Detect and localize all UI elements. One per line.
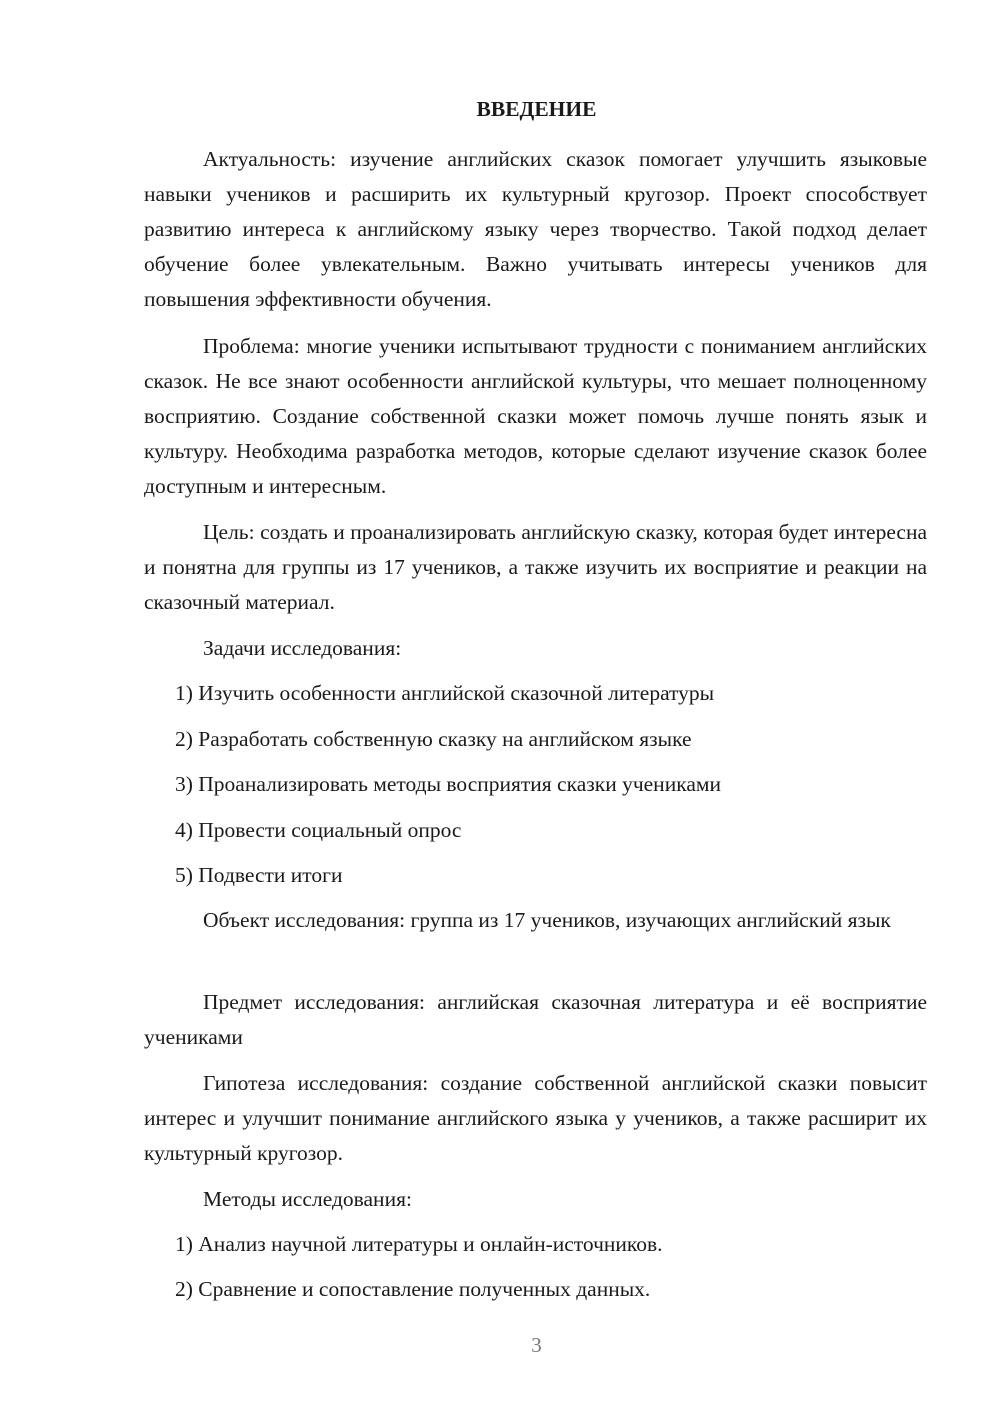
object-paragraph: Объект исследования: группа из 17 учеников, изучающих английский язык — [203, 908, 891, 932]
method-item-1: 1) Анализ научной литературы и онлайн-источников. — [175, 1232, 663, 1256]
problem-paragraph: Проблема: многие ученики испытывают трудности с пониманием английских сказок. Не все знают особенности английской культуры, что мешает полноценному восприятию. Создание собственной сказки может помочь лучше понять язык и культуру. Необходима разработка методов, которые сделают изучение сказок более доступным и интересным. — [144, 334, 927, 498]
methods-heading: Методы исследования: — [203, 1187, 412, 1211]
method-item-2: 2) Сравнение и сопоставление полученных данных. — [175, 1277, 651, 1301]
task-item-5: 5) Подвести итоги — [175, 863, 343, 887]
relevance-paragraph: Актуальность: изучение английских сказок помогает улучшить языковые навыки учеников и расширить их культурный кругозор. Проект способствует развитию интереса к английскому языку через творчество. Такой подход делает обучение более увлекательным. Важно учитывать интересы учеников для повышения эффективности обучения. — [144, 147, 927, 311]
page-number: 3 — [531, 1333, 542, 1357]
task-item-4: 4) Провести социальный опрос — [175, 818, 462, 842]
hypothesis-paragraph: Гипотеза исследования: создание собственной английской сказки повысит интерес и улучшит понимание английского языка у учеников, а также расширит их культурный кругозор. — [144, 1071, 927, 1165]
subject-paragraph: Предмет исследования: английская сказочная литература и её восприятие учениками — [144, 990, 927, 1049]
tasks-heading: Задачи исследования: — [203, 636, 402, 660]
goal-paragraph: Цель: создать и проанализировать английскую сказку, которая будет интересна и понятна для группы из 17 учеников, а также изучить их восприятие и реакции на сказочный материал. — [144, 520, 927, 614]
page-title: ВВЕДЕНИЕ — [476, 97, 597, 121]
task-item-3: 3) Проанализировать методы восприятия сказки учениками — [175, 772, 721, 796]
task-item-1: 1) Изучить особенности английской сказочной литературы — [175, 681, 715, 705]
task-item-2: 2) Разработать собственную сказку на английском языке — [175, 727, 692, 751]
